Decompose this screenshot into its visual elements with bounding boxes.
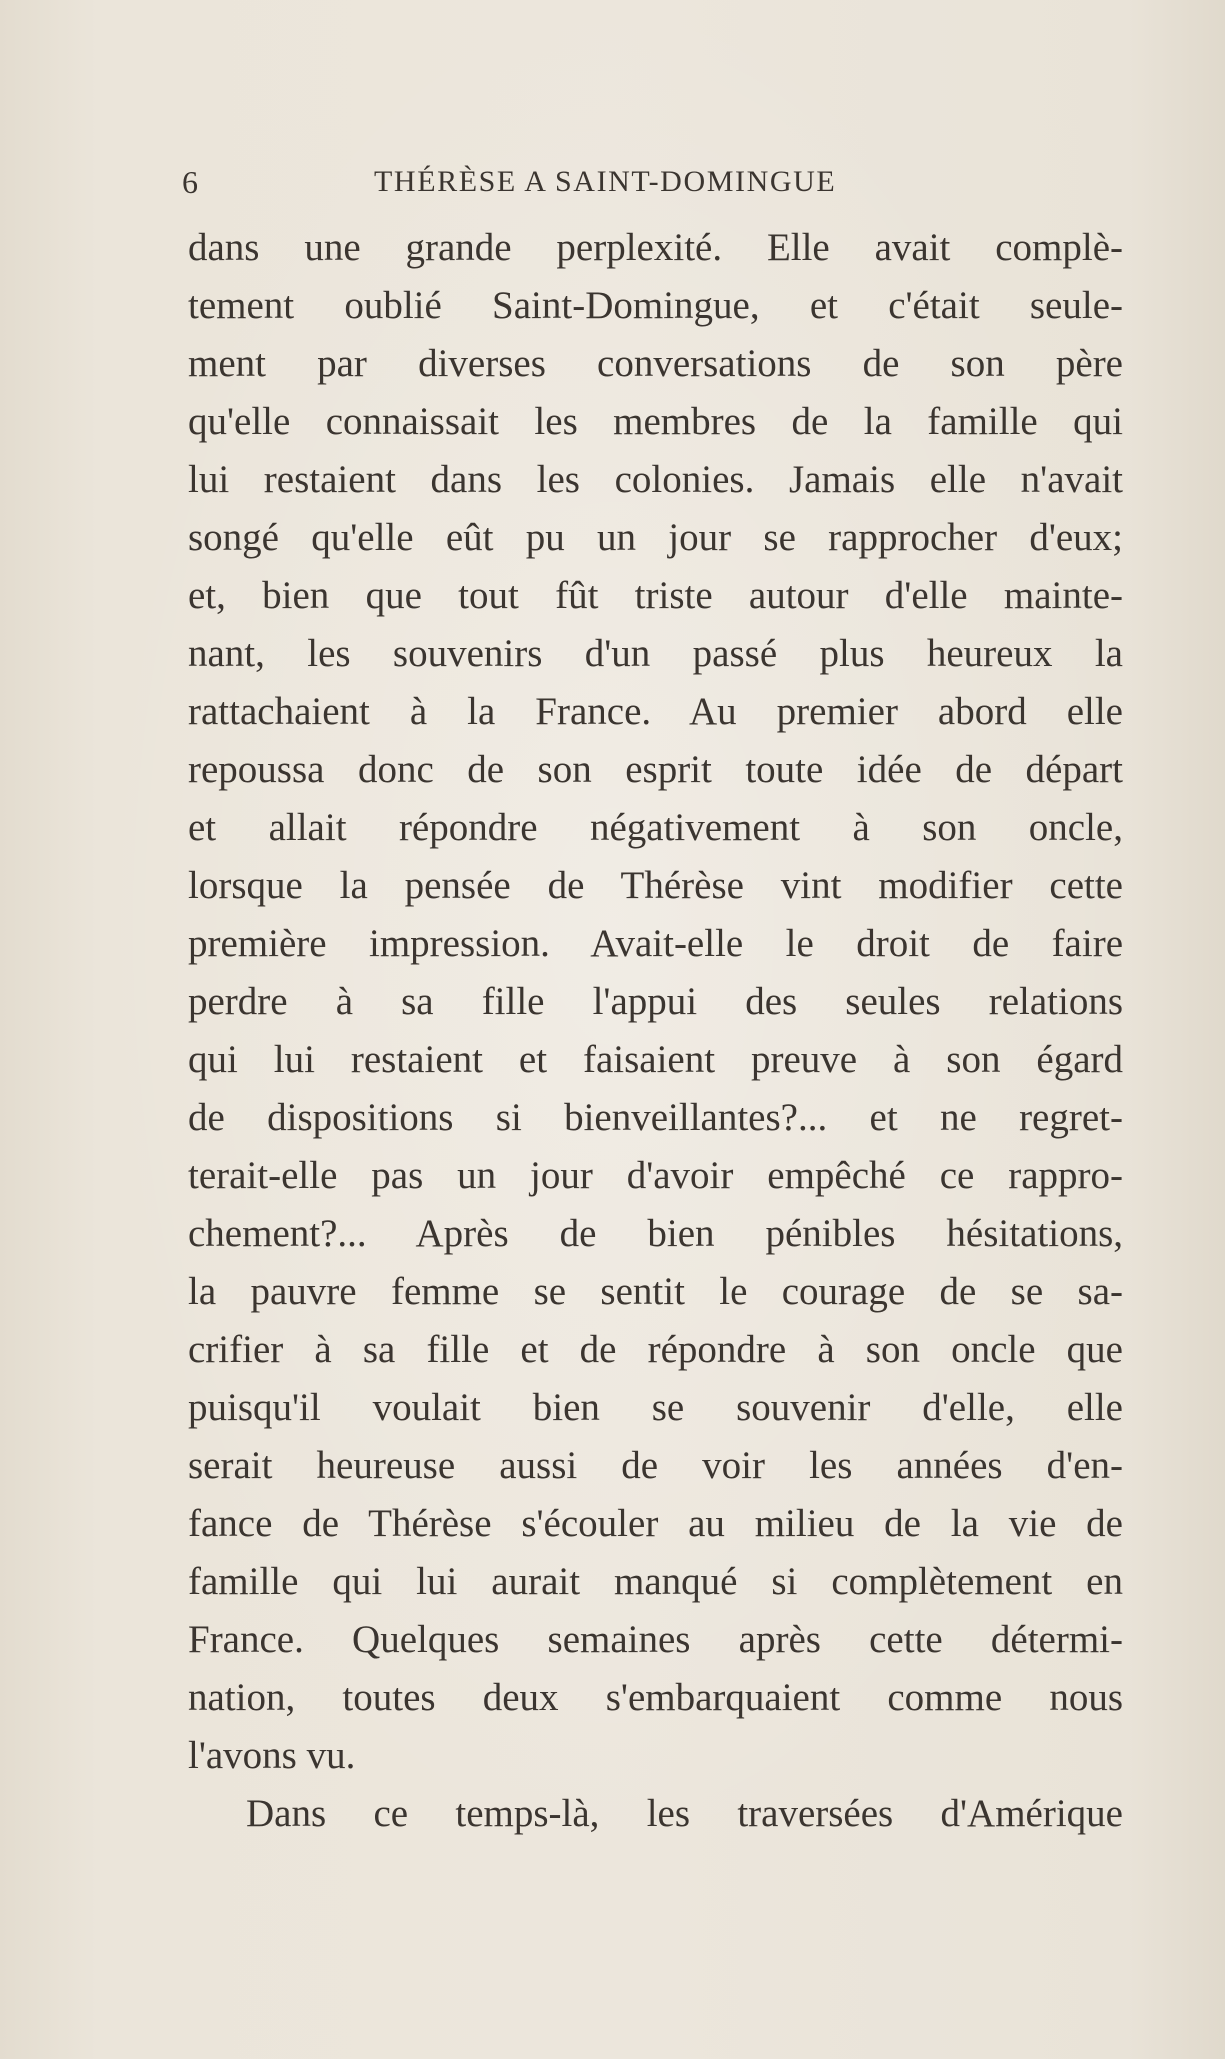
text-line: qu'elle connaissait les membres de la famille qui bbox=[188, 400, 1123, 443]
text-line: fance de Thérèse s'écouler au milieu de la vie de bbox=[188, 1502, 1123, 1545]
text-line: crifier à sa fille et de répondre à son oncle que bbox=[188, 1328, 1123, 1371]
text-line: famille qui lui aurait manqué si complètement en bbox=[188, 1560, 1123, 1603]
running-title: THÉRÈSE A SAINT-DOMINGUE bbox=[374, 165, 837, 198]
text-line: qui lui restaient et faisaient preuve à son égard bbox=[188, 1038, 1123, 1081]
text-line: et allait répondre négativement à son oncle, bbox=[188, 806, 1123, 849]
text-line: perdre à sa fille l'appui des seules relations bbox=[188, 980, 1123, 1023]
text-line: de dispositions si bienveillantes?... et ne regret- bbox=[188, 1096, 1123, 1139]
running-head bbox=[182, 160, 937, 204]
text-line: chement?... Après de bien pénibles hésitations, bbox=[188, 1212, 1123, 1255]
text-line: France. Quelques semaines après cette détermi- bbox=[188, 1618, 1123, 1661]
text-line: dans une grande perplexité. Elle avait complè- bbox=[188, 226, 1123, 269]
text-line: tement oublié Saint-Domingue, et c'était seule- bbox=[188, 284, 1123, 327]
text-line: nation, toutes deux s'embarquaient comme nous bbox=[188, 1676, 1123, 1719]
text-line: lorsque la pensée de Thérèse vint modifier cette bbox=[188, 864, 1123, 907]
text-line: ment par diverses conversations de son père bbox=[188, 342, 1123, 385]
text-line: première impression. Avait-elle le droit de faire bbox=[188, 922, 1123, 965]
body-text bbox=[188, 219, 1123, 1843]
text-line: songé qu'elle eût pu un jour se rapprocher d'eux; bbox=[188, 516, 1123, 559]
text-line: puisqu'il voulait bien se souvenir d'elle, elle bbox=[188, 1386, 1123, 1429]
text-line: nant, les souvenirs d'un passé plus heureux la bbox=[188, 632, 1123, 675]
text-line: lui restaient dans les colonies. Jamais elle n'avait bbox=[188, 458, 1123, 501]
text-line: terait-elle pas un jour d'avoir empêché ce rappro- bbox=[188, 1154, 1123, 1197]
page-number: 6 bbox=[182, 164, 198, 200]
text-line-paragraph-start: Dans ce temps-là, les traversées d'Amérique bbox=[246, 1792, 1123, 1835]
text-line: la pauvre femme se sentit le courage de se sa- bbox=[188, 1270, 1123, 1313]
text-line: rattachaient à la France. Au premier abord elle bbox=[188, 690, 1123, 733]
text-line: serait heureuse aussi de voir les années d'en- bbox=[188, 1444, 1123, 1487]
text-line: l'avons vu. bbox=[188, 1734, 356, 1777]
text-line: repoussa donc de son esprit toute idée de départ bbox=[188, 748, 1123, 791]
text-line: et, bien que tout fût triste autour d'elle mainte- bbox=[188, 574, 1123, 617]
